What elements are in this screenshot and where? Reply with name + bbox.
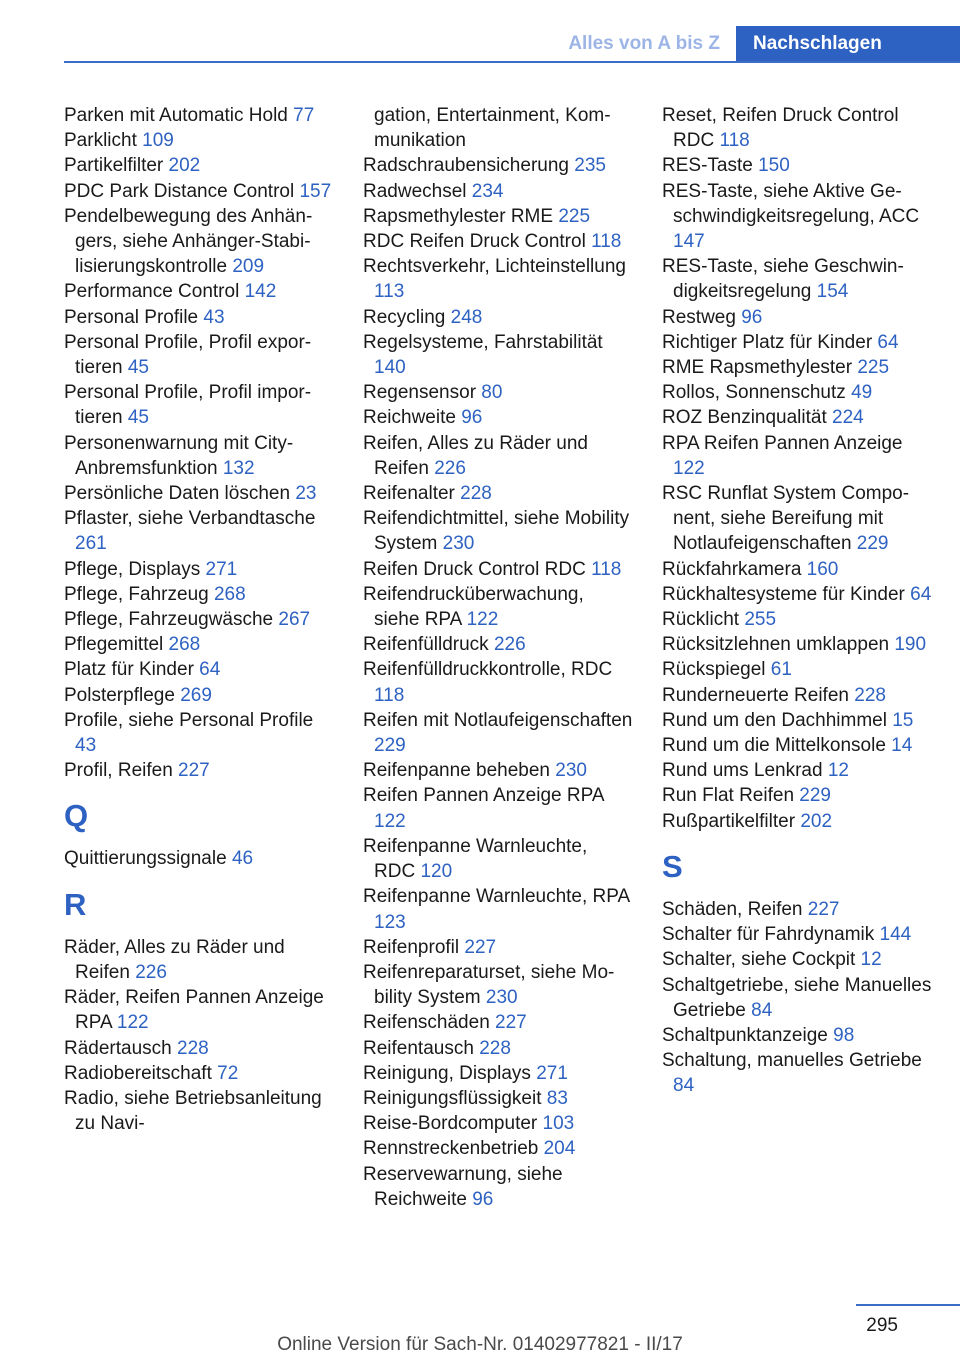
- page-reference-link[interactable]: 96: [741, 306, 763, 328]
- index-entry: [64, 1086, 334, 1136]
- index-term: Schalter, siehe Cockpit: [662, 949, 861, 971]
- header-rule: [64, 61, 960, 63]
- page-reference-link[interactable]: 142: [244, 281, 277, 303]
- index-entry: [363, 834, 633, 884]
- index-letter-heading: Q: [64, 798, 89, 834]
- page-header: [0, 0, 960, 62]
- index-entry: [64, 153, 334, 178]
- index-term: Personal Profile: [64, 306, 204, 328]
- index-term: Partikelfilter: [64, 155, 169, 177]
- index-entry: [662, 405, 932, 430]
- index-term: RME Rapsmethylester: [662, 357, 858, 379]
- page-reference-link[interactable]: 45: [127, 407, 149, 429]
- index-term: Radio, siehe Betriebsanleitung zu Navi-: [64, 1087, 322, 1135]
- index-entry: [662, 708, 932, 733]
- index-entry: [662, 431, 932, 481]
- page-reference-link[interactable]: 230: [485, 987, 518, 1009]
- index-term: Reifenpanne beheben: [363, 760, 556, 782]
- page-reference-link[interactable]: 255: [744, 609, 777, 631]
- index-term: ROZ Benzinqualität: [662, 407, 833, 429]
- index-entry: [662, 973, 932, 1023]
- page-reference-link[interactable]: 268: [168, 634, 201, 656]
- index-entry: [363, 758, 633, 783]
- index-entry: [662, 657, 932, 682]
- page-reference-link[interactable]: 160: [806, 558, 839, 580]
- page-reference-link[interactable]: 46: [231, 848, 254, 870]
- index-term: Quittierungssignale: [64, 848, 232, 870]
- index-entry: [363, 431, 633, 481]
- index-term: Rücksitzlehnen umklappen: [662, 634, 895, 656]
- page-reference-link[interactable]: 235: [574, 155, 606, 177]
- index-entry: [363, 506, 633, 556]
- index-term: Schaltung, manuelles Getriebe: [662, 1050, 922, 1072]
- page-reference-link[interactable]: 118: [374, 684, 405, 706]
- index-entry: [64, 179, 334, 204]
- page-reference-link[interactable]: 228: [460, 483, 492, 505]
- index-entry: [64, 607, 334, 632]
- index-entry: [64, 103, 334, 128]
- index-term: Reifenfülldruckkontrolle, RDC: [363, 659, 613, 681]
- page-reference-link[interactable]: 228: [479, 1037, 511, 1059]
- index-term: Reinigungsflüssigkeit: [363, 1087, 547, 1109]
- index-term: Rückhaltesysteme für Kinder: [662, 583, 911, 605]
- index-term: Restweg: [662, 306, 742, 328]
- page-reference-link[interactable]: 61: [770, 659, 792, 681]
- page-reference-link[interactable]: 43: [75, 735, 97, 757]
- index-term: Regelsysteme, Fahrstabilität: [363, 331, 603, 353]
- index-entry: [363, 405, 633, 430]
- index-entry: [64, 1061, 334, 1086]
- index-term: Rapsmethylester RME: [363, 205, 559, 227]
- page-reference-link[interactable]: 228: [854, 684, 886, 706]
- index-entry: [662, 683, 932, 708]
- page-number: 295: [866, 1315, 898, 1336]
- index-term: Schalter für Fahrdynamik: [662, 924, 880, 946]
- index-term: Platz für Kinder: [64, 659, 200, 681]
- page-reference-link[interactable]: 157: [299, 180, 332, 202]
- index-letter-heading: R: [64, 886, 87, 922]
- index-term: Reifenschäden: [363, 1012, 496, 1034]
- index-entry: [662, 305, 932, 330]
- index-term: Profile, siehe Personal Profile: [64, 709, 314, 731]
- page-reference-link[interactable]: 120: [420, 861, 453, 883]
- page-reference-link[interactable]: 229: [799, 785, 831, 807]
- index-entry: [363, 1136, 633, 1161]
- index-term: Reinigung, Displays: [363, 1062, 537, 1084]
- page-reference-link[interactable]: 204: [543, 1138, 576, 1160]
- index-term: Rund um die Mittelkonsole: [662, 735, 892, 757]
- page-reference-link[interactable]: 96: [472, 1188, 494, 1210]
- index-entry: [662, 632, 932, 657]
- index-entry: [64, 279, 334, 304]
- page-reference-link[interactable]: 118: [719, 130, 750, 152]
- index-entry: [64, 657, 334, 682]
- index-entry: [662, 153, 932, 178]
- index-entry: [363, 557, 633, 582]
- page-reference-link[interactable]: 147: [673, 231, 705, 253]
- index-term: Rußpartikelfilter: [662, 810, 801, 832]
- index-term: Radiobereitschaft: [64, 1062, 218, 1084]
- page-reference-link[interactable]: 64: [910, 583, 932, 605]
- index-entry: [363, 330, 633, 380]
- page-reference-link[interactable]: 202: [800, 810, 833, 832]
- index-entry: [363, 103, 633, 153]
- page-reference-link[interactable]: 230: [555, 760, 587, 782]
- index-entry: [64, 758, 334, 783]
- index-entry: [64, 582, 334, 607]
- index-entry: [662, 481, 932, 557]
- page-reference-link[interactable]: 226: [434, 457, 466, 479]
- index-term: Rennstreckenbetrieb: [363, 1138, 544, 1160]
- index-term: Richtiger Platz für Kinder: [662, 331, 878, 353]
- section-tab[interactable]: Nachschlagen: [736, 26, 960, 61]
- page-reference-link[interactable]: 49: [851, 382, 873, 404]
- page-reference-link[interactable]: 64: [877, 331, 899, 353]
- index-term: Reservewarnung, siehe Reichweite: [363, 1163, 563, 1210]
- index-entry: [363, 1061, 633, 1086]
- index-term: Reichweite: [363, 407, 462, 429]
- index-term: Polsterpflege: [64, 684, 181, 706]
- page-reference-link[interactable]: 96: [461, 407, 483, 429]
- breadcrumb[interactable]: Alles von A bis Z: [568, 33, 720, 54]
- index-entry: [363, 179, 633, 204]
- index-entry: [363, 783, 633, 833]
- page-reference-link[interactable]: 122: [374, 810, 406, 832]
- index-term: Personenwarnung mit City-Anbremsfunktion: [64, 432, 294, 479]
- page-reference-link[interactable]: 15: [892, 709, 914, 731]
- index-term: Reifen, Alles zu Räder und Reifen: [363, 432, 588, 479]
- index-entry: [662, 103, 932, 153]
- index-entry: [363, 204, 633, 229]
- index-entry: [662, 1048, 932, 1098]
- index-entry: [363, 960, 633, 1010]
- page-reference-link[interactable]: 230: [442, 533, 475, 555]
- page-reference-link[interactable]: 150: [758, 155, 790, 177]
- index-term: Recycling: [363, 306, 451, 328]
- index-term: Schaltgetriebe, siehe Manuelles Getriebe: [662, 974, 932, 1021]
- page-reference-link[interactable]: 122: [466, 609, 499, 631]
- page-reference-link[interactable]: 118: [591, 231, 622, 253]
- index-entry: [363, 229, 633, 254]
- page-reference-link[interactable]: 72: [217, 1062, 239, 1084]
- index-entry: [363, 254, 633, 304]
- index-entry: [662, 582, 932, 607]
- index-term: Run Flat Reifen: [662, 785, 800, 807]
- page-reference-link[interactable]: 84: [751, 999, 773, 1021]
- page-reference-link[interactable]: 122: [116, 1012, 149, 1034]
- page-reference-link[interactable]: 271: [205, 558, 238, 580]
- page-reference-link[interactable]: 268: [213, 583, 246, 605]
- index-term: Rückspiegel: [662, 659, 771, 681]
- index-entry: [363, 481, 633, 506]
- index-term: Pflegemittel: [64, 634, 169, 656]
- index-entry: [64, 481, 334, 506]
- page-reference-link[interactable]: 229: [856, 533, 889, 555]
- page-reference-link[interactable]: 14: [891, 735, 913, 757]
- page-reference-link[interactable]: 123: [374, 911, 406, 933]
- page-reference-link[interactable]: 225: [558, 205, 591, 227]
- index-entry: [363, 305, 633, 330]
- index-term: Parklicht: [64, 130, 143, 152]
- page-reference-link[interactable]: 229: [374, 735, 406, 757]
- index-entry: [363, 1162, 633, 1212]
- page-reference-link[interactable]: 12: [827, 760, 849, 782]
- index-entry: [662, 179, 932, 255]
- index-term: Rechtsverkehr, Lichteinstellung: [363, 256, 626, 278]
- page-reference-link[interactable]: 226: [493, 634, 526, 656]
- index-entry: [64, 935, 334, 985]
- index-term: Persönliche Daten löschen: [64, 483, 296, 505]
- index-entry: [363, 1010, 633, 1035]
- index-term: Rollos, Sonnenschutz: [662, 382, 852, 404]
- page-reference-link[interactable]: 225: [857, 357, 890, 379]
- page-reference-link[interactable]: 227: [495, 1012, 527, 1034]
- page-reference-link[interactable]: 83: [546, 1087, 568, 1109]
- index-term: Runderneuerte Reifen: [662, 684, 855, 706]
- index-term: Rädertausch: [64, 1037, 178, 1059]
- index-entry: [662, 733, 932, 758]
- index-entry: [662, 809, 932, 834]
- index-term: Pflaster, siehe Verbandtasche: [64, 508, 316, 530]
- index-entry: [662, 330, 932, 355]
- index-entry: [64, 708, 334, 758]
- index-term: Pendelbewegung des Anhängers, siehe Anhänger-Stabilisierungskontrolle: [64, 205, 313, 278]
- index-entry: [662, 254, 932, 304]
- index-column-1: [64, 103, 334, 1136]
- index-term: RES-Taste, siehe Aktive Geschwindigkeitsregelung, ACC: [662, 180, 920, 227]
- index-entry: [64, 985, 334, 1035]
- page-reference-link[interactable]: 43: [203, 306, 225, 328]
- index-term: Reifendrucküberwachung, siehe RPA: [363, 583, 584, 631]
- index-letter-heading: S: [662, 848, 683, 884]
- page-reference-link[interactable]: 132: [222, 457, 255, 479]
- page-reference-link[interactable]: 202: [168, 155, 201, 177]
- index-entry: [363, 380, 633, 405]
- index-term: Reifenprofil: [363, 936, 465, 958]
- index-term: Reifenreparaturset, siehe Mobility System: [363, 961, 615, 1009]
- index-term: Regensensor: [363, 382, 482, 404]
- page-reference-link[interactable]: 267: [278, 609, 311, 631]
- page-reference-link[interactable]: 98: [833, 1024, 855, 1046]
- index-entry: [662, 897, 932, 922]
- index-entry: [662, 355, 932, 380]
- index-entry: [64, 204, 334, 280]
- index-entry: [363, 935, 633, 960]
- index-term: Reifen Druck Control RDC: [363, 558, 592, 580]
- page-reference-link[interactable]: 84: [673, 1075, 695, 1097]
- page-reference-link[interactable]: 269: [180, 684, 212, 706]
- index-entry: [662, 607, 932, 632]
- index-term: Reifen mit Notlaufeigenschaften: [363, 709, 633, 731]
- index-entry: [363, 657, 633, 707]
- index-term: Reifendichtmittel, siehe Mobility System: [363, 508, 630, 555]
- page-reference-link[interactable]: 226: [135, 961, 167, 983]
- index-entry: [363, 153, 633, 178]
- index-column-3: [662, 103, 932, 1099]
- index-entry: [662, 783, 932, 808]
- index-entry: [363, 1111, 633, 1136]
- index-term: Pflege, Fahrzeug: [64, 583, 214, 605]
- page-reference-link[interactable]: 228: [177, 1037, 209, 1059]
- index-entry: [64, 632, 334, 657]
- page-reference-link[interactable]: 118: [591, 558, 622, 580]
- index-term: Reifentausch: [363, 1037, 480, 1059]
- index-entry: [64, 431, 334, 481]
- page-reference-link[interactable]: 103: [542, 1113, 575, 1135]
- index-entry: [64, 1036, 334, 1061]
- index-entry: [662, 922, 932, 947]
- page-number-rule: [856, 1304, 960, 1306]
- index-entry: [64, 557, 334, 582]
- index-entry: [363, 1036, 633, 1061]
- page-reference-link[interactable]: 271: [536, 1062, 568, 1084]
- index-entry: [363, 708, 633, 758]
- index-column-2: [363, 103, 633, 1212]
- index-entry: [64, 683, 334, 708]
- index-entry: [363, 582, 633, 632]
- index-term: RSC Runflat System Component, siehe Bereifung mit Notlaufeigenschaften: [662, 483, 910, 555]
- index-term: Parken mit Automatic Hold: [64, 105, 294, 126]
- index-term: Reise-Bordcomputer: [363, 1113, 543, 1135]
- index-entry: [662, 758, 932, 783]
- page-reference-link[interactable]: 144: [879, 924, 912, 946]
- index-entry: [64, 305, 334, 330]
- index-term: Reifenpanne Warnleuchte, RDC: [363, 835, 588, 883]
- page-reference-link[interactable]: 209: [232, 256, 265, 278]
- index-term: Räder, Reifen Pannen Anzeige RPA: [64, 987, 324, 1034]
- index-term: Radwechsel: [363, 180, 472, 202]
- index-term: PDC Park Distance Control: [64, 180, 300, 202]
- index-term: RPA Reifen Pannen Anzeige: [662, 432, 903, 454]
- index-term: Pflege, Fahrzeugwäsche: [64, 609, 279, 631]
- index-entry: [64, 506, 334, 556]
- index-entry: [363, 632, 633, 657]
- index-term: RES-Taste: [662, 155, 759, 177]
- index-term: RES-Taste, siehe Geschwindigkeitsregelung: [662, 256, 904, 303]
- index-term: Personal Profile, Profil importieren: [64, 382, 312, 429]
- index-term: Reifenalter: [363, 483, 461, 505]
- page-reference-link[interactable]: 140: [374, 357, 406, 379]
- index-term: Räder, Alles zu Räder und Reifen: [64, 936, 285, 983]
- index-entry: [64, 330, 334, 380]
- page-reference-link[interactable]: 234: [471, 180, 504, 202]
- index-entry: [662, 1023, 932, 1048]
- index-entry: [64, 128, 334, 153]
- index-term: Reifenfülldruck: [363, 634, 494, 656]
- index-term: RDC Reifen Druck Control: [363, 231, 592, 253]
- page-reference-link[interactable]: 227: [178, 760, 210, 782]
- index-term: Reifenpanne Warnleuchte, RPA: [363, 886, 630, 908]
- page-reference-link[interactable]: 122: [673, 457, 705, 479]
- page-reference-link[interactable]: 80: [481, 382, 503, 404]
- index-term: Schäden, Reifen: [662, 898, 808, 920]
- page-reference-link[interactable]: 45: [127, 357, 149, 379]
- footer-text: Online Version für Sach-Nr. 01402977821 - II/17: [277, 1334, 683, 1355]
- index-term: Rückfahrkamera: [662, 558, 807, 580]
- index-entry: [363, 1086, 633, 1111]
- index-term: Rücklicht: [662, 609, 745, 631]
- page-reference-link[interactable]: 227: [464, 936, 497, 958]
- page-reference-link[interactable]: 113: [374, 281, 405, 303]
- index-term: Radschraubensicherung: [363, 155, 575, 177]
- index-entry: [363, 884, 633, 934]
- page-reference-link[interactable]: 227: [807, 898, 840, 920]
- page-reference-link[interactable]: 12: [860, 949, 882, 971]
- index-term: gation, Entertainment, Kommunikation: [374, 105, 611, 152]
- index-entry: [662, 947, 932, 972]
- index-term: Reifen Pannen Anzeige RPA: [363, 785, 604, 807]
- page-reference-link[interactable]: 154: [816, 281, 849, 303]
- page-reference-link[interactable]: 109: [142, 130, 174, 152]
- page-reference-link[interactable]: 248: [450, 306, 483, 328]
- page-reference-link[interactable]: 23: [295, 483, 317, 505]
- page-reference-link[interactable]: 261: [75, 533, 107, 555]
- index-entry: [662, 557, 932, 582]
- page-reference-link[interactable]: 224: [832, 407, 864, 429]
- index-term: Schaltpunktanzeige: [662, 1024, 834, 1046]
- index-term: Performance Control: [64, 281, 245, 303]
- index-entry: [662, 380, 932, 405]
- page-reference-link[interactable]: 64: [199, 659, 221, 681]
- index-term: Rund um den Dachhimmel: [662, 709, 893, 731]
- page-reference-link[interactable]: 77: [293, 105, 315, 126]
- index-term: Personal Profile, Profil exportieren: [64, 331, 312, 379]
- index-term: Reset, Reifen Druck Control RDC: [662, 105, 899, 152]
- index-term: Pflege, Displays: [64, 558, 206, 580]
- index-term: Profil, Reifen: [64, 760, 179, 782]
- page-reference-link[interactable]: 190: [894, 634, 927, 656]
- index-entry: [64, 846, 334, 871]
- index-term: Rund ums Lenkrad: [662, 760, 828, 782]
- index-entry: [64, 380, 334, 430]
